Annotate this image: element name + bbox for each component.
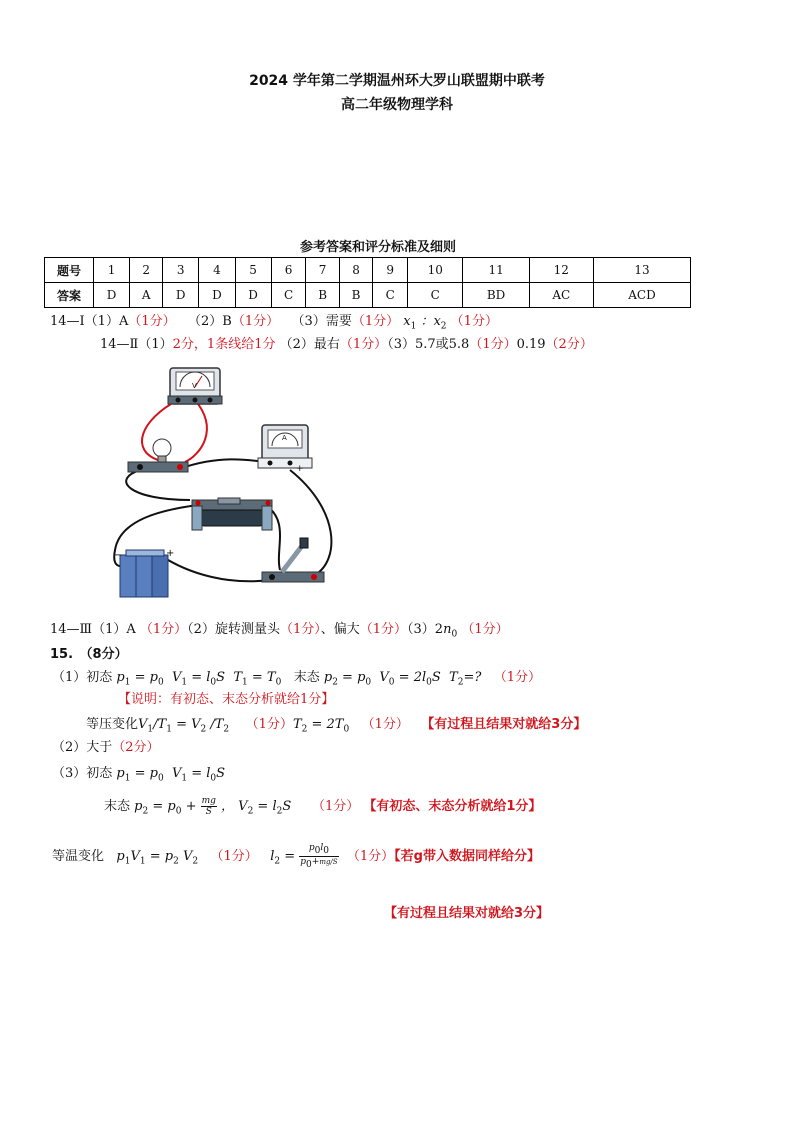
n0-symbol: $n_0$: [443, 622, 458, 640]
ratio-expression: $x_1$ ：$x_2$: [403, 314, 447, 332]
voltmeter: [168, 368, 222, 404]
cell-number: 1: [94, 258, 130, 283]
wire: [160, 555, 270, 581]
ammeter-label: A: [282, 434, 287, 442]
q15-isobaric-line: 等压变化$V_1/T_1 = V_2$ $/T_2$ （1分）$T_2 = 2T_0$ （1分） 【有过程且结果对就给3分】: [86, 717, 587, 735]
rheostat: [192, 498, 272, 530]
cell-number: 6: [271, 258, 306, 283]
cell-number: 7: [306, 258, 339, 283]
bulb-board: [128, 439, 188, 472]
q15-part2-line: （2）大于（2分）: [52, 740, 160, 755]
answer-table: [44, 257, 691, 308]
table-row-answers: [45, 283, 691, 308]
battery-pack: [114, 548, 174, 597]
cell-answer: ACD: [593, 283, 690, 308]
ammeter: [258, 425, 312, 474]
q15-part1-line: （1）初态 $p_1 = p_0$ $V_1 = l_0S$ $T_1 = T_0$ 末态 $p_2 = p_0$ $V_0 = 2l_0S$ $T_2=$? （1分）: [52, 670, 541, 688]
wire: [126, 470, 190, 500]
q14-3-line: 14—Ⅲ（1）A （1分）（2）旋转测量头（1分）、偏大（1分）$(3)2n_0$ （1分）: [50, 622, 509, 640]
cell-number: 12: [529, 258, 593, 283]
table-row-numbers: [45, 258, 691, 283]
cell-number: 13: [593, 258, 690, 283]
cell-number: 9: [373, 258, 408, 283]
cell-answer: A: [130, 283, 163, 308]
cell-answer: BD: [463, 283, 529, 308]
cell-answer: C: [271, 283, 306, 308]
cell-answer: D: [199, 283, 235, 308]
q15-part1-note: 【说明：有初态、末态分析就给1分】: [118, 692, 335, 707]
row-label-answer: 答案: [45, 283, 94, 308]
cell-number: 4: [199, 258, 235, 283]
q15-heading: 15. （8分）: [50, 647, 128, 662]
cell-answer: D: [163, 283, 199, 308]
l2-fraction: $\frac{p_0l_0}{p_0+mg/S}$: [300, 843, 338, 870]
voltmeter-label: V: [192, 382, 197, 390]
ammeter-plus: +: [296, 464, 304, 474]
table-caption: 参考答案和评分标准及细则: [300, 240, 457, 255]
cell-number: 5: [235, 258, 271, 283]
q15-isothermal-line: 等温变化 $p_1V_1 = p_2$ $V_2$ （1分） $l_2$ = $\frac{p_0l_0}{p_0+mg/S}$ （1分）【若g带入数据同样给分】: [52, 843, 540, 870]
red-wire: [185, 400, 207, 462]
row-label-number: 题号: [45, 258, 94, 283]
cell-answer: D: [94, 283, 130, 308]
cell-answer: D: [235, 283, 271, 308]
cell-answer: B: [339, 283, 372, 308]
battery-plus: +: [166, 548, 175, 559]
cell-answer: C: [373, 283, 408, 308]
cell-answer: B: [306, 283, 339, 308]
cell-number: 10: [408, 258, 463, 283]
q15-part3-line: （3）初态 $p_1 = p_0$ $V_1 = l_0S$: [52, 766, 226, 784]
q14-2-line: 14—Ⅱ（1）2分，1条线给1分 （2）最右（1分）（3）5.7或5.8（1分）0.19（2分）: [100, 337, 593, 352]
q15-final-state-line: 末态 $p_2 = p_0$ + $\frac{mg}{S}$ ， $V_2 = l_2S$ （1分） 【有初态、末态分析就给1分】: [104, 796, 542, 817]
cell-number: 3: [163, 258, 199, 283]
mg-over-s-fraction: $\frac{mg}{S}$: [201, 796, 216, 817]
cell-number: 8: [339, 258, 372, 283]
q14-1-line: 14—Ⅰ（1）A（1分） （2）B（1分） （3）需要（1分） $x_1$ ：$x_2$ （1分）: [50, 314, 498, 332]
wire: [290, 470, 331, 575]
cell-number: 2: [130, 258, 163, 283]
cell-answer: C: [408, 283, 463, 308]
cell-answer: AC: [529, 283, 593, 308]
battery-minus: −: [114, 550, 123, 561]
circuit-diagram: [100, 360, 340, 610]
cell-number: 11: [463, 258, 529, 283]
q15-final-note: 【有过程且结果对就给3分】: [384, 906, 550, 921]
switch: [262, 538, 324, 582]
wire: [182, 459, 265, 468]
page-subtitle: 高二年级物理学科: [341, 97, 453, 113]
page-title: 2024 学年第二学期温州环大罗山联盟期中联考: [249, 73, 545, 89]
